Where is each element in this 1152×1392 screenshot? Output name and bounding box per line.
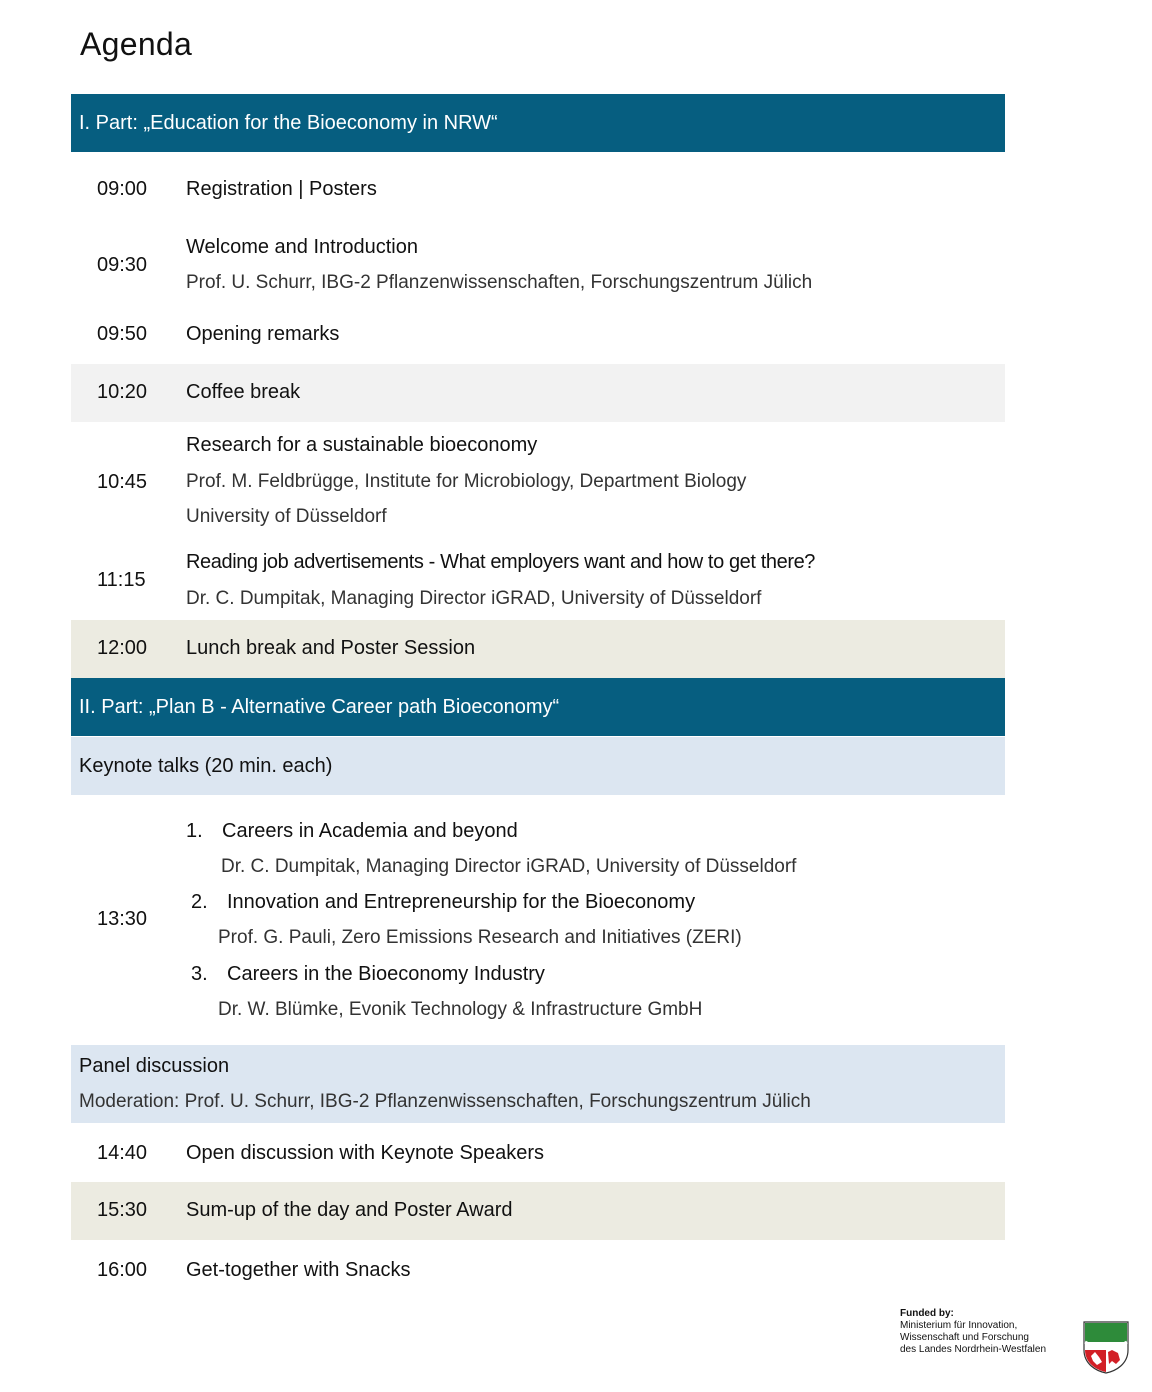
keynote-speaker: Dr. W. Blümke, Evonik Technology & Infrastructure GmbH [218, 999, 703, 1020]
agenda-row [71, 1244, 1005, 1296]
keynote-title: 1. Careers in Academia and beyond [186, 820, 518, 842]
funding-label: Funded by: [900, 1308, 954, 1319]
agenda-detail: Prof. M. Feldbrügge, Institute for Microbiology, Department Biology [186, 471, 747, 492]
agenda-time: 14:40 [97, 1142, 148, 1164]
agenda-detail: University of Düsseldorf [186, 506, 387, 527]
agenda-title: Lunch break and Poster Session [186, 637, 476, 659]
page-title: Agenda [80, 26, 193, 62]
award-row [71, 1182, 1005, 1240]
part-1-header [71, 94, 1005, 152]
keynote-block [71, 808, 1005, 1036]
agenda-row [71, 310, 1005, 360]
part-1-label: I. Part: „Education for the Bioeconomy in NRW“ [79, 111, 498, 134]
keynote-title: 3. Careers in the Bioeconomy Industry [191, 963, 545, 985]
agenda-title: Reading job advertisements - What employers want and how to get there? [186, 551, 816, 573]
agenda-title: Registration | Posters [186, 178, 377, 200]
agenda-time: 15:30 [97, 1199, 148, 1221]
agenda-time: 09:00 [97, 178, 148, 200]
agenda-title: Opening remarks [186, 323, 340, 345]
keynote-header-label: Keynote talks (20 min. each) [79, 754, 333, 777]
funding-note [900, 1308, 1046, 1356]
funding-line: Ministerium für Innovation, [900, 1320, 1018, 1331]
panel-title: Panel discussion [79, 1055, 230, 1077]
lunch-break-row [71, 620, 1005, 678]
panel-moderation: Moderation: Prof. U. Schurr, IBG-2 Pflanzenwissenschaften, Forschungszentrum Jülich [79, 1091, 811, 1112]
agenda-time: 11:15 [97, 569, 146, 591]
keynote-number: 2. [191, 891, 208, 913]
agenda-time: 12:00 [97, 637, 148, 659]
keynote-header [71, 737, 1005, 795]
agenda-row [71, 228, 1005, 302]
keynote-number: 3. [191, 963, 208, 985]
agenda-title: Get-together with Snacks [186, 1259, 411, 1281]
part-2-header [71, 678, 1005, 736]
funding-line: Wissenschaft und Forschung [900, 1332, 1029, 1343]
keynote-title: 2. Innovation and Entrepreneurship for the Bioeconomy [191, 891, 696, 913]
keynote-speaker: Dr. C. Dumpitak, Managing Director iGRAD, University of Düsseldorf [221, 856, 797, 877]
agenda-time: 16:00 [97, 1259, 148, 1281]
agenda-detail: Dr. C. Dumpitak, Managing Director iGRAD, University of Düsseldorf [186, 588, 762, 609]
funding-line: des Landes Nordrhein-Westfalen [900, 1344, 1047, 1355]
agenda-time: 09:30 [97, 254, 148, 276]
agenda-title: Sum-up of the day and Poster Award [186, 1199, 513, 1221]
agenda-time: 09:50 [97, 323, 148, 345]
agenda-time: 10:20 [97, 381, 148, 403]
agenda-row [71, 1128, 1005, 1178]
agenda-row [71, 430, 1005, 538]
agenda-title: Research for a sustainable bioeconomy [186, 434, 538, 456]
coffee-break-row [71, 364, 1005, 422]
agenda-title: Welcome and Introduction [186, 236, 418, 258]
part-2-label: II. Part: „Plan B - Alternative Career path Bioeconomy“ [79, 695, 560, 718]
agenda-title: Open discussion with Keynote Speakers [186, 1142, 544, 1164]
panel-discussion [71, 1045, 1005, 1123]
agenda-row [71, 164, 1005, 216]
nrw-coat-of-arms-icon [1082, 1320, 1130, 1374]
agenda-row [71, 546, 1005, 614]
agenda-time: 10:45 [97, 471, 148, 493]
agenda-detail: Prof. U. Schurr, IBG-2 Pflanzenwissenschaften, Forschungszentrum Jülich [186, 272, 813, 293]
agenda-time: 13:30 [97, 908, 148, 930]
agenda-title: Coffee break [186, 381, 301, 403]
keynote-number: 1. [186, 820, 203, 842]
keynote-speaker: Prof. G. Pauli, Zero Emissions Research and Initiatives (ZERI) [218, 927, 742, 948]
